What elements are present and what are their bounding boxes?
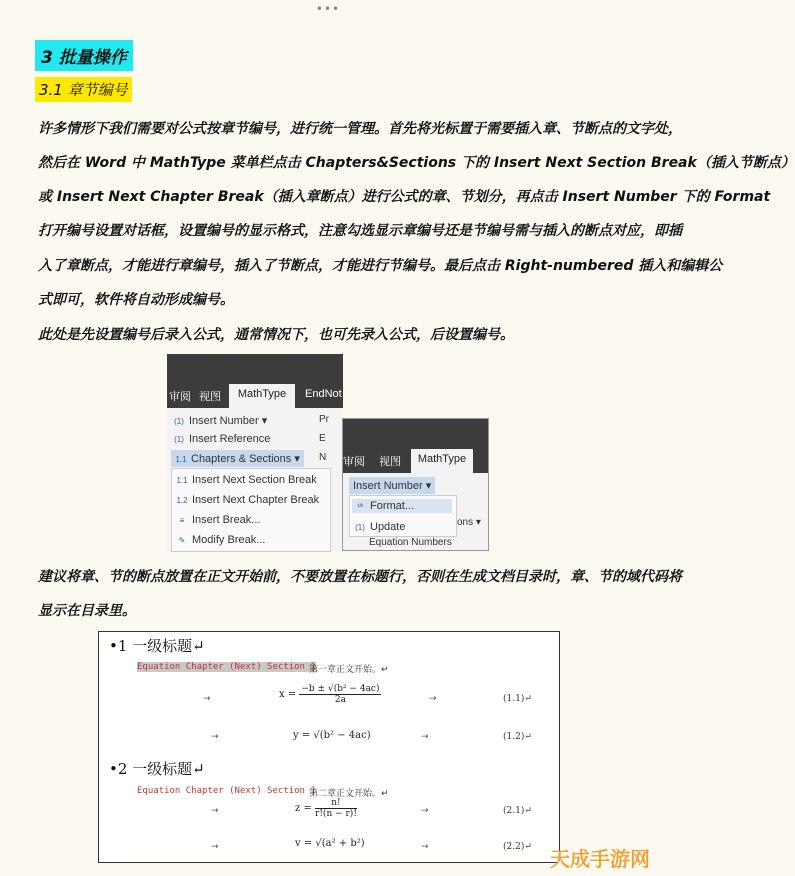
insert-next-chapter-break[interactable]: 1.2 Insert Next Chapter Break (176, 494, 320, 506)
paragraph-line: 许多情形下我们需要对公式按章节编号，进行统一管理。首先将光标置于需要插入章、节断点的文字处， (38, 121, 682, 137)
tab-arrow: → (421, 842, 429, 852)
chapter-heading: •1 一级标题↵ (109, 637, 205, 655)
side-label: E (319, 433, 326, 444)
insert-number-dropdown[interactable]: Insert Number ▾ (349, 477, 435, 494)
tab-arrow: → (203, 694, 211, 704)
equation-2: y = √(b² − 4ac) (293, 730, 371, 741)
insert-break[interactable]: ≡ Insert Break... (176, 514, 260, 526)
equation-1: x = $\frac{\text{−b ± √(b² − 4ac)}}{2a}$ (279, 684, 380, 705)
group-label: Equation Numbers (369, 537, 452, 548)
insert-number-screenshot (342, 418, 489, 551)
paragraph-line: 或 Insert Next Chapter Break（插入章断点）进行公式的章、节划分，再点击 Insert Number 下的 Format (38, 189, 771, 205)
equation-number: (1.2)↵ (503, 732, 532, 742)
paragraph-line: 然后在 Word 中 MathType 菜单栏点击 Chapters&Sections 下的 Insert Next Section Break（插入节断点） (38, 155, 795, 171)
chapters-icon: 1.1 (175, 455, 187, 464)
modify-break[interactable]: ✎ Modify Break... (176, 534, 265, 546)
update-icon: (1) (355, 523, 365, 532)
insert-number-menu (349, 495, 457, 537)
tab-view[interactable]: 视图 (379, 456, 401, 468)
paragraph-line: 入了章断点，才能进行章编号，插入了节断点，才能进行节编号。最后点击 Right-numbered 插入和编辑公 (38, 258, 723, 274)
field-code: Equation Chapter (Next) Section 1 (137, 786, 316, 796)
tab-mathtype[interactable]: MathType (229, 384, 295, 408)
tab-arrow: → (421, 806, 429, 816)
mathtype-menu-screenshot (167, 354, 343, 552)
field-code: Equation Chapter (Next) Section 1 (137, 662, 316, 672)
section-break-icon: 1.1 (176, 476, 188, 485)
format-icon: ¹ª (357, 502, 363, 511)
tab-endnote[interactable]: EndNot (305, 388, 342, 400)
paragraph-line: 式即可，软件将自动形成编号。 (38, 292, 234, 308)
break-icon: ≡ (179, 516, 185, 525)
equation-number: (2.1)↵ (503, 806, 532, 816)
tab-mathtype[interactable]: MathType (411, 449, 473, 473)
chapter-break-icon: 1.2 (176, 496, 188, 505)
paragraph-line: 建议将章、节的断点放置在正文开始前，不要放置在标题行，否则在生成文档目录时，章、节的域代码将 (38, 569, 682, 585)
reference-icon: (1) (174, 435, 184, 444)
side-label: Pr (319, 414, 329, 425)
side-label: N (319, 452, 327, 463)
document-preview (98, 631, 560, 863)
insert-next-section-break[interactable]: 1.1 Insert Next Section Break (176, 474, 317, 486)
tab-arrow: → (211, 806, 219, 816)
tab-arrow: → (421, 732, 429, 742)
equation-4: v = √(a² + b²) (295, 838, 365, 849)
body-text: 第一章正文开始。↵ (309, 665, 389, 675)
equation-number: (1.1)↵ (503, 694, 532, 704)
tab-review[interactable]: 审阅 (343, 456, 365, 468)
subsection-heading: 3.1 章节编号 (35, 77, 132, 102)
tab-arrow: → (211, 842, 219, 852)
paragraph-line: 显示在目录里。 (38, 603, 136, 619)
equation-number: (2.2)↵ (503, 842, 532, 852)
insert-number-button[interactable]: (1) Insert Number ▾ (174, 415, 268, 427)
tab-review[interactable]: 审阅 (169, 391, 191, 403)
chapter-heading: •2 一级标题↵ (109, 760, 205, 778)
number-icon: (1) (174, 417, 184, 426)
page-handle[interactable]: ••• (315, 2, 341, 16)
tab-view[interactable]: 视图 (199, 391, 221, 403)
section-heading: 3 批量操作 (35, 40, 133, 71)
tab-arrow: → (429, 694, 437, 704)
chapters-sections-button[interactable]: 1.1 Chapters & Sections ▾ (171, 450, 304, 467)
update-button[interactable]: (1) Update (355, 521, 406, 533)
paragraph-line: 此处是先设置编号后录入公式，通常情况下，也可先录入公式，后设置编号。 (38, 327, 514, 343)
edit-icon: ✎ (178, 536, 186, 545)
side-label: ons ▾ (457, 517, 481, 528)
chapters-submenu (171, 468, 331, 552)
insert-reference-button[interactable]: (1) Insert Reference (174, 433, 271, 445)
watermark-logo: 天成手游网 (550, 847, 650, 871)
tab-arrow: → (211, 732, 219, 742)
equation-3: z = $\frac{n!}{r!(n - r)!}$ (295, 798, 357, 819)
paragraph-line: 打开编号设置对话框，设置编号的显示格式，注意勾选显示章编号还是节编号需与插入的断点对应，即插 (38, 223, 682, 239)
format-button[interactable]: ¹ª Format... (352, 499, 452, 513)
body-text: 第二章正文开始。↵ (309, 789, 389, 799)
